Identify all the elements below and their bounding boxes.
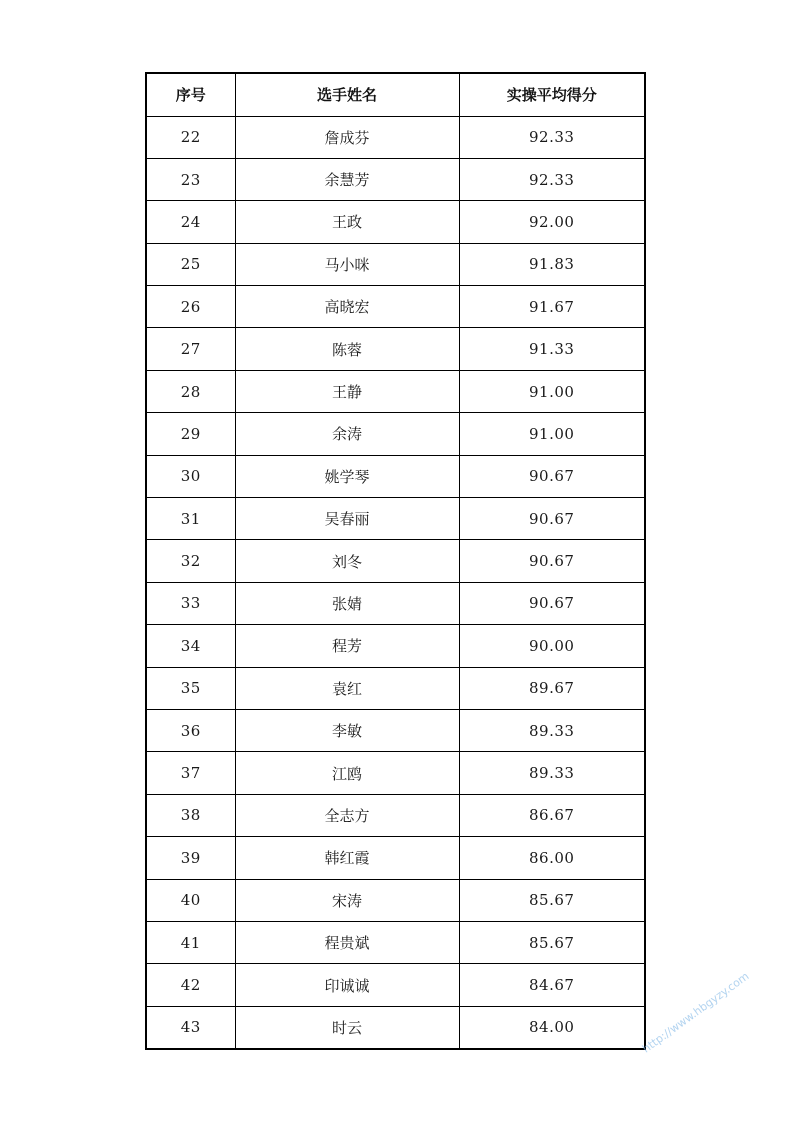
average-score-cell: 90.67	[459, 455, 645, 497]
average-score-cell: 91.67	[459, 286, 645, 328]
contestant-name-cell: 詹成芬	[235, 116, 459, 158]
average-score-cell: 92.00	[459, 201, 645, 243]
header-serial-number: 序号	[146, 73, 235, 116]
average-score-cell: 84.00	[459, 1006, 645, 1048]
contestant-name-cell: 张婧	[235, 582, 459, 624]
average-score-cell: 91.00	[459, 413, 645, 455]
table-row	[146, 582, 645, 624]
contestant-name-cell: 王静	[235, 370, 459, 412]
serial-number-cell: 26	[146, 286, 235, 328]
table-row	[146, 116, 645, 158]
contestant-name-cell: 时云	[235, 1006, 459, 1048]
contestant-name-cell: 余涛	[235, 413, 459, 455]
serial-number-cell: 40	[146, 879, 235, 921]
average-score-cell: 85.67	[459, 879, 645, 921]
serial-number-cell: 30	[146, 455, 235, 497]
serial-number-cell: 37	[146, 752, 235, 794]
serial-number-cell: 23	[146, 158, 235, 200]
average-score-cell: 91.00	[459, 370, 645, 412]
contestant-name-cell: 陈蓉	[235, 328, 459, 370]
table-row	[146, 540, 645, 582]
average-score-cell: 89.67	[459, 667, 645, 709]
serial-number-cell: 41	[146, 921, 235, 963]
average-score-cell: 86.00	[459, 837, 645, 879]
contestant-name-cell: 姚学琴	[235, 455, 459, 497]
table-row	[146, 794, 645, 836]
header-contestant-name: 选手姓名	[235, 73, 459, 116]
average-score-cell: 90.00	[459, 625, 645, 667]
serial-number-cell: 22	[146, 116, 235, 158]
average-score-cell: 89.33	[459, 709, 645, 751]
table-row	[146, 413, 645, 455]
table-row	[146, 370, 645, 412]
serial-number-cell: 28	[146, 370, 235, 412]
contestant-name-cell: 全志方	[235, 794, 459, 836]
table-row	[146, 243, 645, 285]
serial-number-cell: 36	[146, 709, 235, 751]
table-row	[146, 921, 645, 963]
table-row	[146, 709, 645, 751]
serial-number-cell: 38	[146, 794, 235, 836]
average-score-cell: 92.33	[459, 158, 645, 200]
table-row	[146, 964, 645, 1006]
serial-number-cell: 24	[146, 201, 235, 243]
average-score-cell: 92.33	[459, 116, 645, 158]
table-row	[146, 1006, 645, 1048]
serial-number-cell: 31	[146, 498, 235, 540]
average-score-cell: 90.67	[459, 540, 645, 582]
header-average-score: 实操平均得分	[459, 73, 645, 116]
table-row	[146, 286, 645, 328]
table-row	[146, 158, 645, 200]
contestant-name-cell: 韩红霞	[235, 837, 459, 879]
contestant-name-cell: 印诚诚	[235, 964, 459, 1006]
table-row	[146, 837, 645, 879]
serial-number-cell: 35	[146, 667, 235, 709]
contestant-name-cell: 高晓宏	[235, 286, 459, 328]
average-score-cell: 85.67	[459, 921, 645, 963]
average-score-cell: 84.67	[459, 964, 645, 1006]
contestant-name-cell: 程贵斌	[235, 921, 459, 963]
serial-number-cell: 27	[146, 328, 235, 370]
watermark	[640, 970, 752, 1057]
contestant-name-cell: 李敏	[235, 709, 459, 751]
contestant-name-cell: 马小咪	[235, 243, 459, 285]
contestant-name-cell: 余慧芳	[235, 158, 459, 200]
score-table	[145, 72, 646, 1050]
contestant-name-cell: 袁红	[235, 667, 459, 709]
contestant-name-cell: 刘冬	[235, 540, 459, 582]
table-row	[146, 201, 645, 243]
contestant-name-cell: 吴春丽	[235, 498, 459, 540]
serial-number-cell: 42	[146, 964, 235, 1006]
table-row	[146, 328, 645, 370]
average-score-cell: 86.67	[459, 794, 645, 836]
average-score-cell: 89.33	[459, 752, 645, 794]
table-header-row	[146, 73, 645, 116]
table-row	[146, 752, 645, 794]
serial-number-cell: 39	[146, 837, 235, 879]
serial-number-cell: 29	[146, 413, 235, 455]
average-score-cell: 90.67	[459, 498, 645, 540]
contestant-name-cell: 程芳	[235, 625, 459, 667]
table-body	[146, 116, 645, 1049]
average-score-cell: 90.67	[459, 582, 645, 624]
contestant-name-cell: 宋涛	[235, 879, 459, 921]
table-row	[146, 625, 645, 667]
table-row	[146, 879, 645, 921]
watermark-url: http://www.hbgyzy.com	[640, 969, 752, 1056]
contestant-name-cell: 江鸥	[235, 752, 459, 794]
table-row	[146, 455, 645, 497]
table-row	[146, 667, 645, 709]
serial-number-cell: 25	[146, 243, 235, 285]
contestant-name-cell: 王政	[235, 201, 459, 243]
table-row	[146, 498, 645, 540]
serial-number-cell: 43	[146, 1006, 235, 1048]
serial-number-cell: 32	[146, 540, 235, 582]
average-score-cell: 91.33	[459, 328, 645, 370]
average-score-cell: 91.83	[459, 243, 645, 285]
serial-number-cell: 34	[146, 625, 235, 667]
serial-number-cell: 33	[146, 582, 235, 624]
